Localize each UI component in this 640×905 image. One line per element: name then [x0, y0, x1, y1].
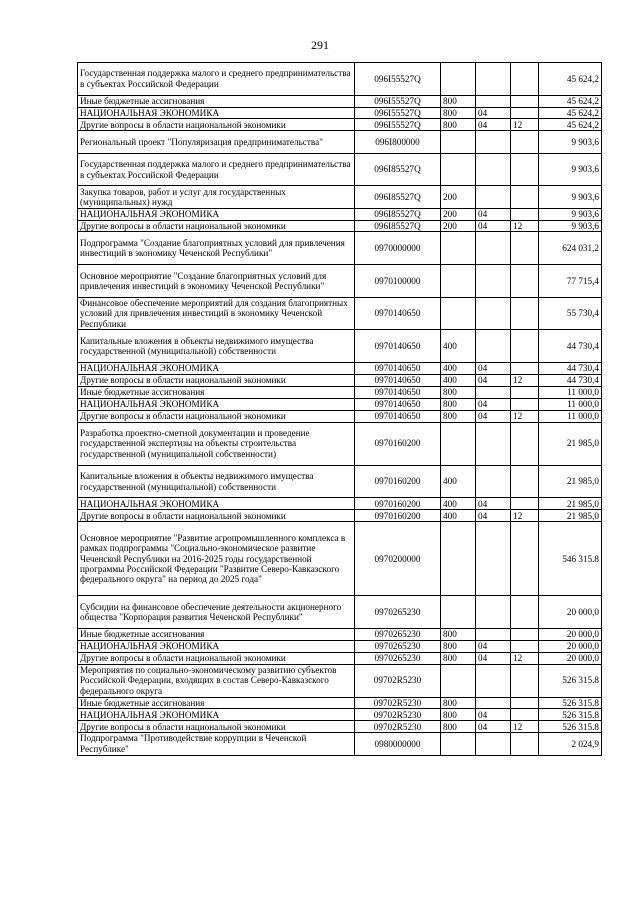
row-subsection	[511, 330, 539, 363]
row-expense-type: 400	[441, 510, 476, 522]
row-expense-type: 200	[441, 220, 476, 232]
row-name: Основное мероприятие "Создание благоприятных условий для привлечения инвестиций в экономику Чеченской Республики"	[78, 265, 355, 298]
row-amount: 44 730,4	[539, 375, 602, 387]
row-amount: 21 985,0	[539, 498, 602, 510]
row-name: Региональный проект "Популяризация предпринимательства"	[78, 131, 355, 153]
row-name: НАЦИОНАЛЬНАЯ ЭКОНОМИКА	[78, 498, 355, 510]
table-row	[78, 386, 602, 398]
row-target-code: 0970265230	[355, 629, 441, 641]
row-amount: 9 903,6	[539, 131, 602, 153]
row-amount: 11 000,0	[539, 410, 602, 422]
row-name: Другие вопросы в области национальной экономики	[78, 220, 355, 232]
row-name: НАЦИОНАЛЬНАЯ ЭКОНОМИКА	[78, 398, 355, 410]
row-section: 04	[476, 375, 511, 387]
budget-table	[77, 62, 602, 756]
row-subsection	[511, 641, 539, 653]
row-section: 04	[476, 498, 511, 510]
row-expense-type: 200	[441, 186, 476, 208]
table-row	[78, 522, 602, 596]
row-name: Подпрограмма "Создание благоприятных условий для привлечения инвестиций в экономику Чеченской Республики"	[78, 232, 355, 265]
row-section	[476, 697, 511, 709]
table-row	[78, 220, 602, 232]
row-expense-type: 400	[441, 363, 476, 375]
row-name: НАЦИОНАЛЬНАЯ ЭКОНОМИКА	[78, 107, 355, 119]
row-expense-type	[441, 422, 476, 465]
budget-table-body	[78, 63, 602, 756]
row-section	[476, 232, 511, 265]
row-amount: 11 000,0	[539, 386, 602, 398]
table-row	[78, 330, 602, 363]
row-subsection	[511, 363, 539, 375]
row-name: Капитальные вложения в объекты недвижимого имущества государственной (муниципальной) собственности	[78, 330, 355, 363]
row-name: Государственная поддержка малого и среднего предпринимательства в субъектах Российской Федерации	[78, 153, 355, 186]
row-target-code: 09702R5230	[355, 664, 441, 697]
row-amount: 9 903,6	[539, 153, 602, 186]
row-subsection: 12	[511, 410, 539, 422]
row-section	[476, 596, 511, 629]
row-section: 04	[476, 510, 511, 522]
row-amount: 55 730,4	[539, 297, 602, 330]
row-expense-type	[441, 733, 476, 755]
row-name: Основное мероприятие "Развитие агропромышленного комплекса в рамках подпрограммы "Социально-экономическое развитие Чеченской Республики на 2016-2025 годы государственной программы Российской Федерации "Развитие Северо-Кавказского федерального округа" на период до 2025 года"	[78, 522, 355, 596]
row-section	[476, 522, 511, 596]
row-amount: 20 000,0	[539, 596, 602, 629]
row-section	[476, 422, 511, 465]
row-subsection: 12	[511, 652, 539, 664]
row-section	[476, 465, 511, 498]
row-name: Мероприятия по социально-экономическому развитию субъектов Российской Федерации, входящих в состав Северо-Кавказского федерального округа	[78, 664, 355, 697]
table-row	[78, 186, 602, 208]
table-row	[78, 498, 602, 510]
table-row	[78, 208, 602, 220]
row-expense-type	[441, 63, 476, 96]
table-row	[78, 63, 602, 96]
row-subsection	[511, 386, 539, 398]
row-target-code: 0970140650	[355, 386, 441, 398]
row-target-code: 0970265230	[355, 596, 441, 629]
row-expense-type: 800	[441, 652, 476, 664]
row-name: Капитальные вложения в объекты недвижимого имущества государственной (муниципальной) собственности	[78, 465, 355, 498]
row-target-code: 0970265230	[355, 652, 441, 664]
page-number: 291	[311, 38, 329, 52]
row-subsection	[511, 465, 539, 498]
row-section: 04	[476, 220, 511, 232]
row-expense-type: 800	[441, 721, 476, 733]
row-name: Субсидии на финансовое обеспечение деятельности акционерного общества "Корпорация развития Чеченской Республики"	[78, 596, 355, 629]
table-row	[78, 95, 602, 107]
table-row	[78, 153, 602, 186]
table-row	[78, 709, 602, 721]
row-name: Разработка проектно-сметной документации и проведение государственной экспертизы на объекты строительства государственной (муниципальной собственности)	[78, 422, 355, 465]
row-subsection	[511, 697, 539, 709]
row-subsection	[511, 265, 539, 298]
row-name: Другие вопросы в области национальной экономики	[78, 510, 355, 522]
table-row	[78, 107, 602, 119]
row-amount: 546 315.8	[539, 522, 602, 596]
row-subsection	[511, 63, 539, 96]
row-subsection	[511, 398, 539, 410]
row-section	[476, 95, 511, 107]
row-amount: 11 000,0	[539, 398, 602, 410]
row-subsection	[511, 733, 539, 755]
row-target-code: 0970160200	[355, 510, 441, 522]
row-section: 04	[476, 641, 511, 653]
row-name: Государственная поддержка малого и среднего предпринимательства в субъектах Российской Федерации	[78, 63, 355, 96]
row-section	[476, 265, 511, 298]
row-expense-type: 800	[441, 709, 476, 721]
row-target-code: 0980000000	[355, 733, 441, 755]
row-subsection	[511, 629, 539, 641]
row-name: Иные бюджетные ассигнования	[78, 95, 355, 107]
row-name: Финансовое обеспечение мероприятий для создания благоприятных условий для привлечения инвестиций в экономику Чеченской Республики	[78, 297, 355, 330]
row-subsection	[511, 95, 539, 107]
row-subsection	[511, 208, 539, 220]
table-row	[78, 510, 602, 522]
row-subsection	[511, 522, 539, 596]
row-target-code: 0970160200	[355, 498, 441, 510]
row-amount: 21 985,0	[539, 465, 602, 498]
row-amount: 20 000,0	[539, 641, 602, 653]
row-target-code: 096I55527Q	[355, 119, 441, 131]
row-name: Другие вопросы в области национальной экономики	[78, 721, 355, 733]
table-row	[78, 297, 602, 330]
row-expense-type: 400	[441, 465, 476, 498]
row-expense-type: 400	[441, 498, 476, 510]
row-target-code: 0970160200	[355, 422, 441, 465]
row-amount: 2 024,9	[539, 733, 602, 755]
row-subsection: 12	[511, 375, 539, 387]
table-row	[78, 131, 602, 153]
row-section: 04	[476, 107, 511, 119]
row-expense-type	[441, 596, 476, 629]
row-target-code: 096I85527Q	[355, 208, 441, 220]
row-expense-type	[441, 522, 476, 596]
row-amount: 526 315.8	[539, 721, 602, 733]
table-row	[78, 664, 602, 697]
row-subsection	[511, 186, 539, 208]
row-section	[476, 297, 511, 330]
table-row	[78, 363, 602, 375]
row-amount: 624 031,2	[539, 232, 602, 265]
row-section	[476, 386, 511, 398]
row-amount: 9 903,6	[539, 208, 602, 220]
table-row	[78, 465, 602, 498]
row-target-code: 096I55527Q	[355, 107, 441, 119]
row-expense-type: 800	[441, 95, 476, 107]
row-amount: 20 000,0	[539, 629, 602, 641]
row-amount: 45 624,2	[539, 63, 602, 96]
table-row	[78, 410, 602, 422]
table-row	[78, 375, 602, 387]
row-target-code: 0970160200	[355, 465, 441, 498]
row-name: Подпрограмма "Противодействие коррупции в Чеченской Республике"	[78, 733, 355, 755]
row-target-code: 09702R5230	[355, 721, 441, 733]
row-amount: 526 315.8	[539, 709, 602, 721]
row-name: Другие вопросы в области национальной экономики	[78, 410, 355, 422]
table-row	[78, 652, 602, 664]
row-amount: 45 624,2	[539, 107, 602, 119]
row-name: Другие вопросы в области национальной экономики	[78, 652, 355, 664]
row-subsection	[511, 664, 539, 697]
row-subsection	[511, 498, 539, 510]
row-expense-type: 400	[441, 330, 476, 363]
row-section	[476, 186, 511, 208]
table-row	[78, 721, 602, 733]
row-subsection	[511, 297, 539, 330]
row-name: НАЦИОНАЛЬНАЯ ЭКОНОМИКА	[78, 709, 355, 721]
row-expense-type: 400	[441, 375, 476, 387]
row-name: НАЦИОНАЛЬНАЯ ЭКОНОМИКА	[78, 641, 355, 653]
row-target-code: 096I85527Q	[355, 186, 441, 208]
row-amount: 45 624,2	[539, 119, 602, 131]
row-target-code: 0970140650	[355, 410, 441, 422]
row-expense-type	[441, 232, 476, 265]
row-section	[476, 629, 511, 641]
row-expense-type: 800	[441, 410, 476, 422]
row-amount: 526 315.8	[539, 697, 602, 709]
row-expense-type: 800	[441, 398, 476, 410]
table-row	[78, 265, 602, 298]
row-section: 04	[476, 208, 511, 220]
row-target-code: 096I55527Q	[355, 95, 441, 107]
row-section: 04	[476, 363, 511, 375]
row-amount: 44 730,4	[539, 363, 602, 375]
row-target-code: 096I55527Q	[355, 63, 441, 96]
row-name: НАЦИОНАЛЬНАЯ ЭКОНОМИКА	[78, 363, 355, 375]
row-subsection	[511, 709, 539, 721]
row-name: Другие вопросы в области национальной экономики	[78, 375, 355, 387]
row-section: 04	[476, 652, 511, 664]
table-row	[78, 733, 602, 755]
row-amount: 526 315.8	[539, 664, 602, 697]
row-target-code: 0970140650	[355, 363, 441, 375]
row-target-code: 0970140650	[355, 297, 441, 330]
row-subsection: 12	[511, 510, 539, 522]
row-subsection: 12	[511, 119, 539, 131]
table-row	[78, 596, 602, 629]
row-target-code: 0970200000	[355, 522, 441, 596]
row-expense-type: 800	[441, 641, 476, 653]
row-target-code: 0970140650	[355, 375, 441, 387]
row-target-code: 09702R5230	[355, 697, 441, 709]
row-subsection	[511, 107, 539, 119]
row-section	[476, 330, 511, 363]
row-amount: 45 624,2	[539, 95, 602, 107]
row-amount: 21 985,0	[539, 422, 602, 465]
row-expense-type	[441, 297, 476, 330]
row-expense-type	[441, 664, 476, 697]
row-amount: 21 985,0	[539, 510, 602, 522]
row-section	[476, 153, 511, 186]
row-subsection	[511, 596, 539, 629]
row-name: Иные бюджетные ассигнования	[78, 386, 355, 398]
row-subsection	[511, 131, 539, 153]
row-amount: 20 000,0	[539, 652, 602, 664]
row-expense-type	[441, 265, 476, 298]
row-target-code: 0970140650	[355, 398, 441, 410]
row-amount: 9 903,6	[539, 186, 602, 208]
row-target-code: 0970100000	[355, 265, 441, 298]
row-section: 04	[476, 721, 511, 733]
row-name: Иные бюджетные ассигнования	[78, 697, 355, 709]
row-expense-type: 800	[441, 119, 476, 131]
row-target-code: 0970140650	[355, 330, 441, 363]
row-section	[476, 131, 511, 153]
row-subsection	[511, 232, 539, 265]
row-name: Иные бюджетные ассигнования	[78, 629, 355, 641]
row-name: НАЦИОНАЛЬНАЯ ЭКОНОМИКА	[78, 208, 355, 220]
row-section: 04	[476, 119, 511, 131]
row-expense-type: 800	[441, 629, 476, 641]
table-row	[78, 232, 602, 265]
row-target-code: 09702R5230	[355, 709, 441, 721]
row-target-code: 0970000000	[355, 232, 441, 265]
row-target-code: 096I85527Q	[355, 153, 441, 186]
row-section	[476, 664, 511, 697]
table-row	[78, 119, 602, 131]
row-amount: 9 903,6	[539, 220, 602, 232]
row-section: 04	[476, 410, 511, 422]
row-subsection	[511, 153, 539, 186]
row-expense-type: 200	[441, 208, 476, 220]
row-expense-type: 800	[441, 386, 476, 398]
row-name: Закупка товаров, работ и услуг для государственных (муниципальных) нужд	[78, 186, 355, 208]
row-subsection: 12	[511, 220, 539, 232]
table-row	[78, 629, 602, 641]
row-section	[476, 63, 511, 96]
row-amount: 44 730,4	[539, 330, 602, 363]
row-amount: 77 715,4	[539, 265, 602, 298]
row-target-code: 0970265230	[355, 641, 441, 653]
row-expense-type	[441, 153, 476, 186]
table-row	[78, 697, 602, 709]
row-name: Другие вопросы в области национальной экономики	[78, 119, 355, 131]
row-section: 04	[476, 398, 511, 410]
row-target-code: 096I85527Q	[355, 220, 441, 232]
row-target-code: 096I800000	[355, 131, 441, 153]
row-section	[476, 733, 511, 755]
row-subsection	[511, 422, 539, 465]
table-row	[78, 422, 602, 465]
table-row	[78, 641, 602, 653]
row-expense-type	[441, 131, 476, 153]
row-expense-type: 800	[441, 107, 476, 119]
row-expense-type: 800	[441, 697, 476, 709]
row-section: 04	[476, 709, 511, 721]
row-subsection: 12	[511, 721, 539, 733]
table-row	[78, 398, 602, 410]
